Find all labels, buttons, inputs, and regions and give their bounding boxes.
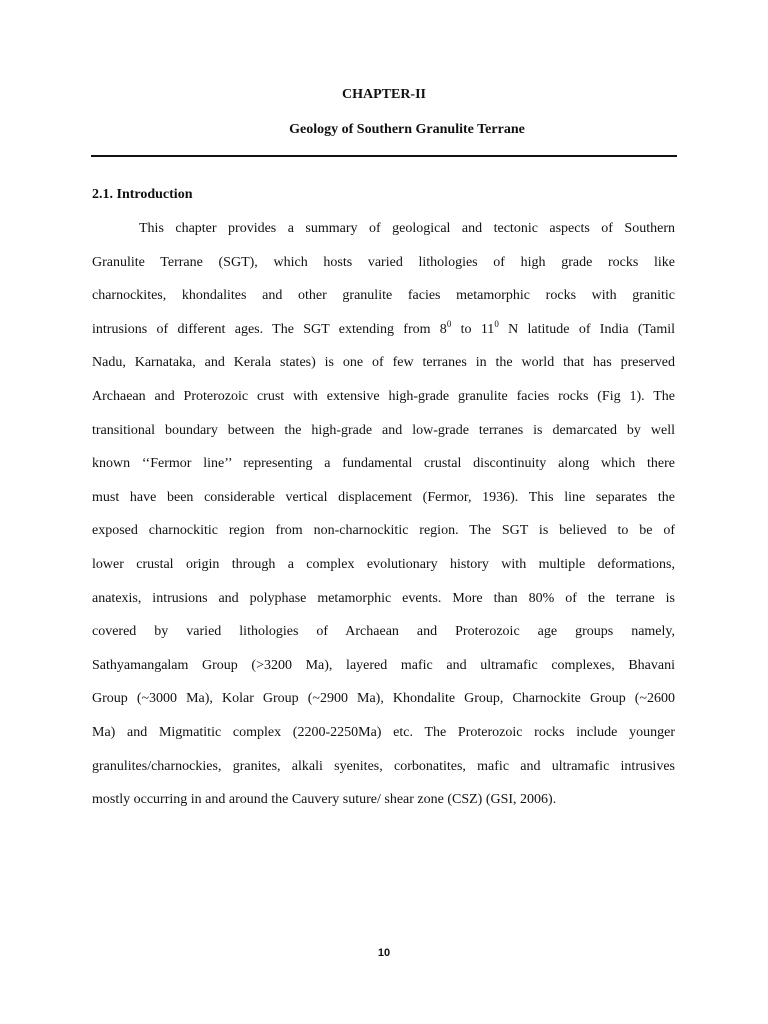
paragraph-line: anatexis, intrusions and polyphase metamorphic events. More than 80% of the terrane is [92,590,675,606]
paragraph-line: must have been considerable vertical displacement (Fermor, 1936). This line separates the [92,489,675,505]
page-number: 10 [377,947,391,959]
paragraph-line: Granulite Terrane (SGT), which hosts varied lithologies of high grade rocks like [92,254,675,270]
paragraph-line: charnockites, khondalites and other granulite facies metamorphic rocks with granitic [92,288,675,304]
degree-superscript: 0 [494,318,499,329]
latitude-text-a: intrusions of different ages. The SGT extending from 8 [92,321,447,337]
paragraph-line: Group (~3000 Ma), Kolar Group (~2900 Ma), Khondalite Group, Charnockite Group (~2600 [92,691,675,707]
paragraph-line: This chapter provides a summary of geological and tectonic aspects of Southern [139,221,675,236]
paragraph-line: Nadu, Karnataka, and Kerala states) is one of few terranes in the world that has preserved [92,355,675,371]
degree-superscript: 0 [446,318,452,329]
paragraph-line: mostly occurring in and around the Cauvery suture/ shear zone (CSZ) (GSI, 2006). [92,792,557,808]
introduction-paragraph [92,219,675,824]
latitude-text-c: N latitude of India (Tamil [498,321,675,337]
paragraph-line: granulites/charnockies, granites, alkali syenites, corbonatites, mafic and ultramafic intrusives [92,758,675,774]
paragraph-line: lower crustal origin through a complex evolutionary history with multiple deformations, [92,556,675,572]
paragraph-line: Sathyamangalam Group (>3200 Ma), layered mafic and ultramafic complexes, Bhavani [92,657,675,673]
paragraph-line-latitude [92,320,675,354]
chapter-title: Geology of Southern Granulite Terrane [289,122,525,137]
title-divider [91,155,677,157]
chapter-number: CHAPTER-II [341,87,426,102]
paragraph-line: covered by varied lithologies of Archaean and Proterozoic age groups namely, [92,624,675,640]
paragraph-line: known ‘‘Fermor line’’ representing a fundamental crustal discontinuity along which there [92,456,675,472]
paragraph-line: transitional boundary between the high-grade and low-grade terranes is demarcated by well [92,422,675,438]
paragraph-line: Archaean and Proterozoic crust with extensive high-grade granulite facies rocks (Fig 1). The [92,388,675,404]
paragraph-line: exposed charnockitic region from non-charnockitic region. The SGT is believed to be of [92,523,675,539]
section-heading: 2.1. Introduction [92,187,193,202]
paragraph-line: Ma) and Migmatitic complex (2200-2250Ma) etc. The Proterozoic rocks include younger [92,724,675,740]
latitude-text-b: to 11 [451,321,495,337]
